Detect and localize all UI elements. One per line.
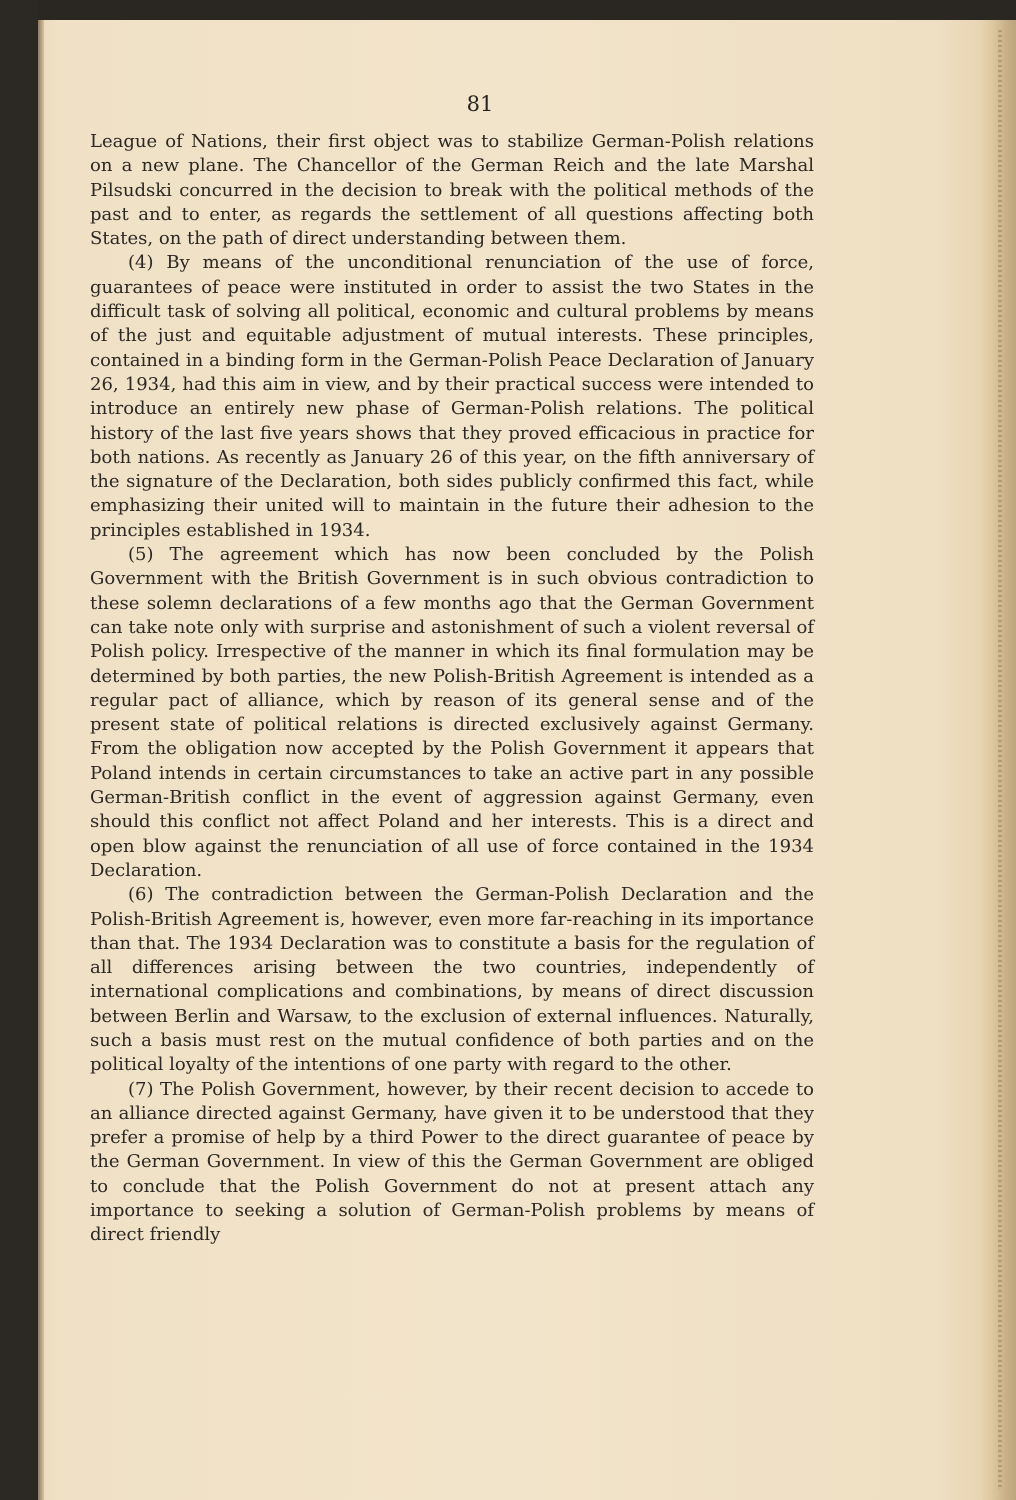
paragraph-6: (6) The contradiction between the German-Polish Declaration and the Polish-British Agreement is, however, even more far-reaching in its importance than that. The 1934 Declaration was to constitute a basis for the regulation of all differences arising between the two countries, independently of international complications and combinations, by means of direct discussion between Berlin and Warsaw, to the exclusion of external influences. Naturally, such a basis must rest on the mutual confidence of both parties and on the political loyalty of the intentions of one party with regard to the other.	[90, 884, 814, 1076]
paragraph-7: (7) The Polish Government, however, by their recent decision to accede to an alliance directed against Germany, have given it to be understood that they prefer a promise of help by a third Power to the direct guarantee of peace by the German Government. In view of this the German Government are obliged to conclude that the Polish Government do not at present attach any importance to seeking a solution of German-Polish problems by means of direct friendly	[90, 1078, 814, 1246]
binding-edge	[38, 20, 44, 1500]
page-number: 81	[466, 92, 494, 116]
paragraph-5: (5) The agreement which has now been concluded by the Polish Government with the British Government is in such obvious contradiction to these solemn declarations of a few months ago that the German Government can take note only with surprise and astonishment of such a violent reversal of Polish policy. Irrespective of the manner in which its final formulation may be determined by both parties, the new Polish-British Agreement is intended as a regular pact of alliance, which by reason of its general sense and of the present state of political relations is directed exclusively against Germany. From the obligation now accepted by the Polish Government it appears that Poland intends in certain circumstances to take an active part in any possible German-British conflict in the event of aggression against Germany, even should this conflict not affect Poland and her interests. This is a direct and open blow against the renunciation of all use of force contained in the 1934 Declaration.	[90, 544, 814, 881]
paragraph-continued: League of Nations, their first object was to stabilize German-Polish relations on a new plane. The Chancellor of the German Reich and the late Marshal Pilsudski concurred in the decision to break with the political methods of the past and to enter, as regards the settlement of all questions affecting both States, on the path of direct understanding between them.	[90, 131, 814, 250]
scan-left-border	[0, 0, 38, 1500]
page-stack-lines	[998, 30, 1002, 1490]
body-text	[90, 130, 814, 1248]
paragraph-4: (4) By means of the unconditional renunciation of the use of force, guarantees of peace were instituted in order to assist the two States in the difficult task of solving all political, economic and cultural problems by means of the just and equitable adjustment of mutual interests. These principles, contained in a binding form in the German-Polish Peace Declaration of January 26, 1934, had this aim in view, and by their practical success were intended to introduce an entirely new phase of German-Polish relations. The political history of the last five years shows that they proved efficacious in practice for both nations. As recently as January 26 of this year, on the fifth anniversary of the signature of the Declaration, both sides publicly confirmed this fact, while emphasizing their united will to maintain in the future their adhesion to the principles established in 1934.	[90, 252, 814, 541]
scan-top-border	[0, 0, 1016, 20]
